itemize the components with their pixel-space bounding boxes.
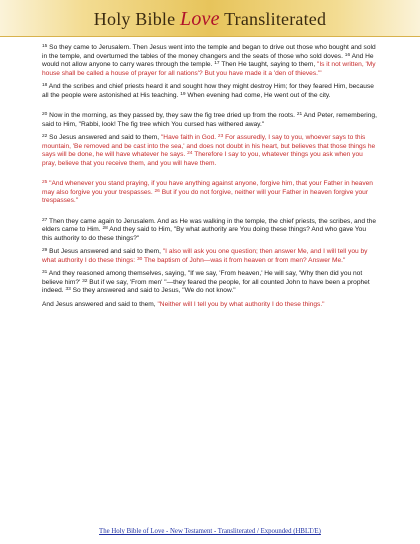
words-of-jesus: "I also will ask you one question; then answer Me, and I will tell you by what authority I do these things: [42, 248, 368, 264]
verse-text: And they said to Him, "By what authority are You doing these things? And who gave You this authority to do these things?" [42, 226, 367, 242]
scripture-text [42, 44, 377, 314]
verse-number: 29 [42, 248, 48, 253]
verse-number: 22 [42, 134, 48, 139]
paragraph-20-21 [42, 112, 377, 129]
verse-number: 17 [214, 61, 220, 66]
verse-text: And Peter, remembering, said to Him, "Rabbi, look! The fig tree which You cursed has withered away." [42, 112, 377, 128]
verse-text: But Jesus answered and said to them, [47, 248, 163, 255]
footer-link[interactable]: The Holy Bible of Love - New Testament - Transliterated / Expounded (HBLT/E) [99, 528, 321, 535]
paragraph-27-28 [42, 218, 377, 244]
verse-number: 23 [217, 134, 224, 139]
words-of-jesus: But if you do not forgive, neither will your Father in heaven forgive your trespasses." [42, 188, 369, 204]
title-transliterated: Transliterated [224, 9, 327, 29]
paragraph-18-19 [42, 83, 377, 100]
verse-text: And Jesus answered and said to them, [42, 300, 158, 308]
verse-number: 30 [136, 256, 143, 262]
words-of-jesus: For assuredly, I say to you, whoever says to this mountain, 'Be removed and be cast into the sea,' and does not doubt in his heart, but believes that those things he says will be done, he will have whatever he says. [42, 134, 376, 158]
verse-text: So Jesus answered and said to them, [47, 134, 161, 141]
verse-text: And the scribes and chief priests heard it and sought how they might destroy Him; for they feared Him, because all the people were astonished at His teaching. [42, 83, 374, 99]
header-banner [0, 0, 420, 37]
words-of-jesus: Therefore I say to you, whatever things you ask when you pray, believe that you receive them, and you will have them. [42, 151, 363, 167]
verse-number: 24 [187, 151, 193, 156]
words-of-jesus: "Neither will I tell you by what authority I do these things." [157, 300, 325, 308]
paragraph-15-17 [42, 44, 377, 78]
verse-text: So they answered and said to Jesus, "We do not know." [70, 287, 236, 294]
verse-text: But if we say, 'From men' "—they feared the people, for all counted John to have been a prophet indeed. [42, 278, 370, 294]
paragraph-31-33 [42, 270, 377, 296]
words-of-jesus: "And whenever you stand praying, if you have anything against anyone, forgive him, that your Father in heaven may also forgive you your trespasses. [42, 180, 373, 196]
words-of-jesus: "Have faith in God. [160, 134, 218, 141]
verse-text: When evening had come, He went out of the city. [185, 91, 331, 99]
verse-number: 28 [102, 226, 108, 231]
verse-number: 19 [180, 91, 186, 97]
verse-number: 16 [344, 52, 351, 58]
verse-number: 33 [65, 287, 71, 292]
paragraph-22-24 [42, 134, 377, 168]
verse-text: And they reasoned among themselves, saying, "If we say, 'From heaven,' He will say, 'Why then did you not believe him?' [42, 270, 363, 286]
verse-text: Then they came again to Jerusalem. And as He was walking in the temple, the chief priests, the scribes, and the elders came to Him. [42, 217, 376, 233]
verse-number: 27 [42, 217, 48, 223]
verse-number: 25 [42, 180, 48, 185]
title-love: Love [180, 8, 220, 30]
verse-number: 18 [42, 83, 48, 88]
paragraph-29-30 [42, 248, 377, 265]
paragraph-25-26 [42, 180, 377, 206]
verse-text: And He would not allow anyone to carry wares through the temple. [42, 52, 374, 68]
verse-text: Now in the morning, as they passed by, they saw the fig tree dried up from the roots. [47, 112, 297, 119]
words-of-jesus: The baptism of John—was it from heaven or from men? Answer Me." [142, 256, 346, 264]
verse-number: 31 [42, 270, 48, 275]
title-holy-bible: Holy Bible [93, 9, 176, 29]
verse-text: Then He taught, saying to them, [219, 61, 317, 68]
verse-number: 21 [296, 112, 303, 117]
verse-number: 15 [42, 44, 48, 49]
banner-title [0, 8, 420, 31]
paragraph-33-end [42, 301, 377, 310]
verse-number: 26 [154, 188, 160, 194]
verse-number: 20 [42, 112, 48, 117]
verse-text: So they came to Jerusalem. Then Jesus went into the temple and began to drive out those who bought and sold in the temple, and overturned the tables of the money changers and the seats of those who sold doves. [42, 44, 376, 60]
verse-number: 32 [82, 278, 88, 284]
words-of-jesus: "Is it not written, 'My house shall be called a house of prayer for all nations'? But you have made it a 'den of thieves.'" [42, 61, 376, 77]
